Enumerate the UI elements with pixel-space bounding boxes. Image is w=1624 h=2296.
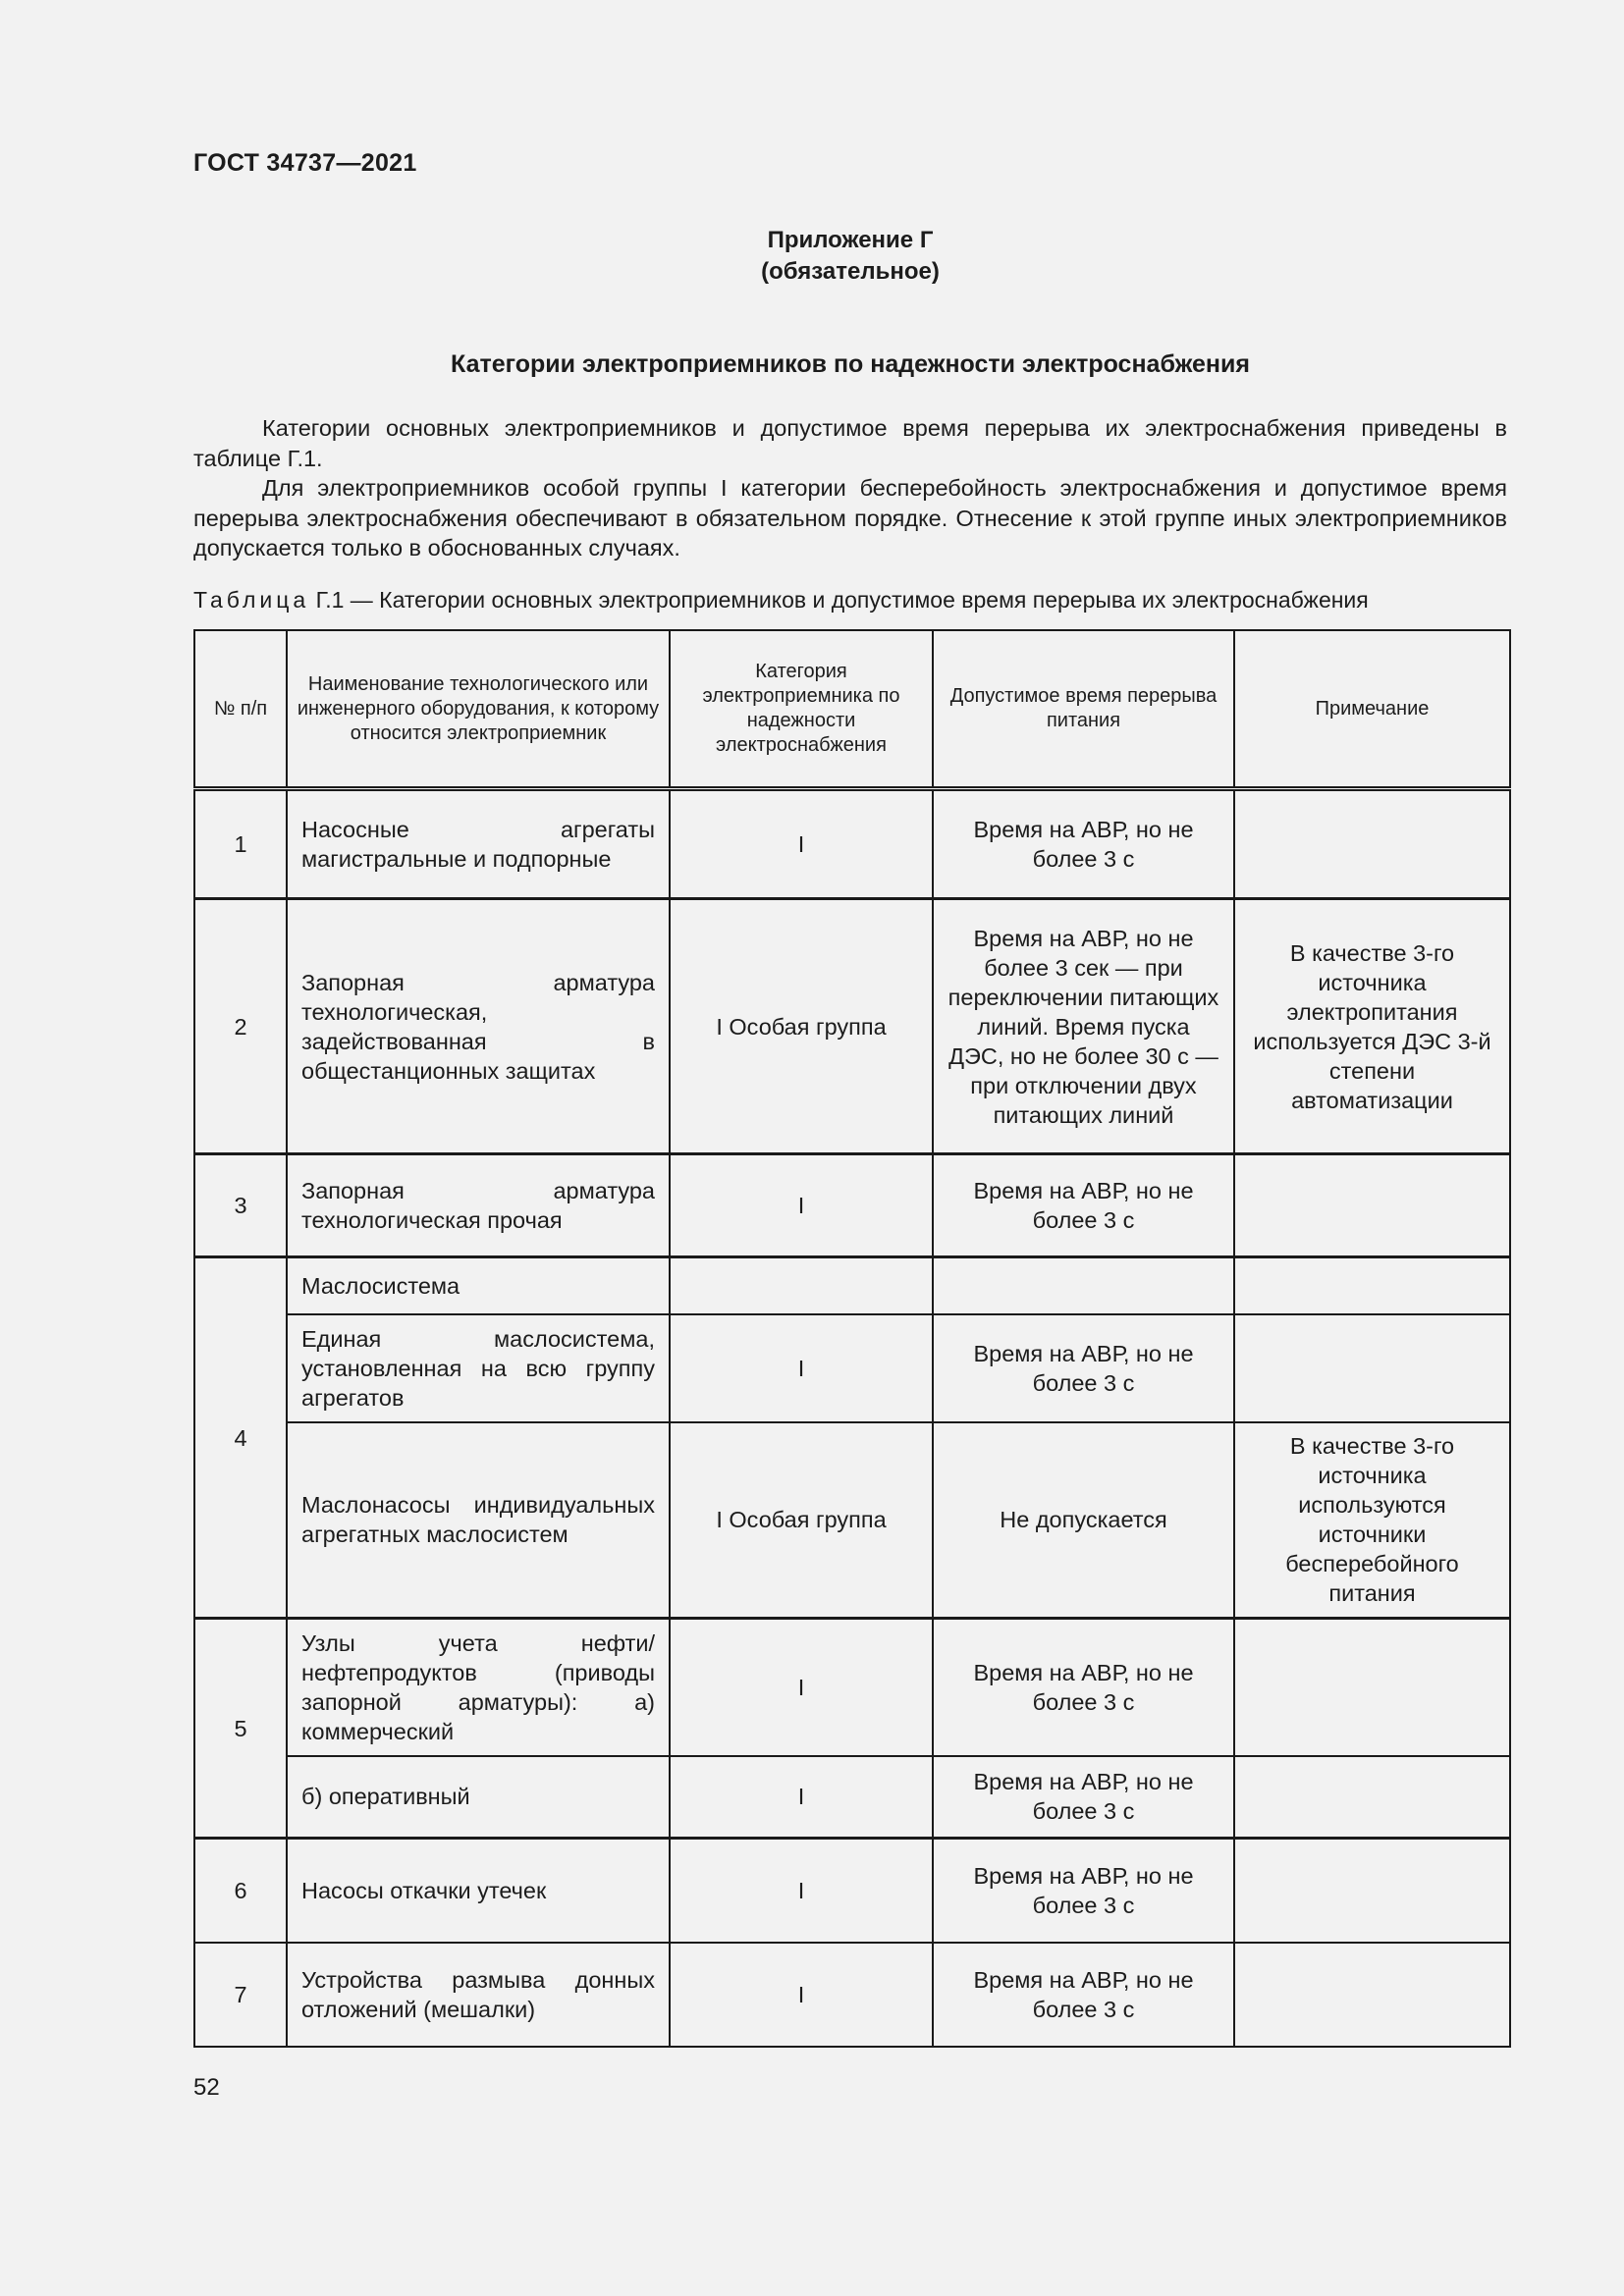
row-equipment: Запорная арматура технологическая прочая (287, 1154, 670, 1257)
intro-text (193, 413, 1507, 563)
row-interruption-time: Не допускается (933, 1422, 1234, 1619)
row-equipment: Насосные агрегаты магистральные и подпорные (287, 789, 670, 899)
row-note (1234, 1943, 1510, 2047)
table-header-row (194, 630, 1510, 789)
row-interruption-time: Время на АВР, но не более 3 с (933, 1314, 1234, 1422)
row-number: 1 (194, 789, 287, 899)
row-category: I (670, 1314, 933, 1422)
row-number: 5 (194, 1619, 287, 1839)
table-row (194, 1154, 1510, 1257)
row-note: В качестве 3-го источника используются источники бесперебойного питания (1234, 1422, 1510, 1619)
table-row (194, 1314, 1510, 1422)
row-interruption-time: Время на АВР, но не более 3 с (933, 1839, 1234, 1943)
row-equipment: Единая маслосистема, установленная на всю группу агрегатов (287, 1314, 670, 1422)
row-number: 7 (194, 1943, 287, 2047)
row-interruption-time: Время на АВР, но не более 3 с (933, 789, 1234, 899)
row-category: I (670, 1154, 933, 1257)
row-category: I (670, 1839, 933, 1943)
row-note (1234, 1756, 1510, 1839)
row-number: 4 (194, 1257, 287, 1619)
row-category: I (670, 1619, 933, 1756)
section-title: Категории электроприемников по надежности электроснабжения (451, 350, 1250, 378)
row-note: В качестве 3-го источника электропитания используется ДЭС 3-й степени автоматизации (1234, 899, 1510, 1154)
table-row (194, 1619, 1510, 1756)
row-number: 3 (194, 1154, 287, 1257)
row-note (1234, 789, 1510, 899)
document-code: ГОСТ 34737—2021 (193, 149, 417, 177)
row-equipment: Маслосистема (287, 1257, 670, 1314)
table-caption (193, 587, 1509, 614)
row-equipment: Устройства размыва донных отложений (мешалки) (287, 1943, 670, 2047)
table-row (194, 789, 1510, 899)
row-equipment: Запорная арматура технологическая, задействованная в общестанционных защитах (287, 899, 670, 1154)
row-category: I Особая группа (670, 899, 933, 1154)
column-header-interruption-time: Допустимое время перерыва питания (933, 630, 1234, 789)
row-interruption-time: Время на АВР, но не более 3 с (933, 1756, 1234, 1839)
column-header-category: Категория электроприемника по надежности электроснабжения (670, 630, 933, 789)
page-number: 52 (193, 2074, 220, 2101)
row-category: I (670, 1756, 933, 1839)
row-category (670, 1257, 933, 1314)
table-caption-text: Г.1 — Категории основных электроприемников и допустимое время перерыва их электроснабжения (309, 587, 1369, 613)
row-equipment: Насосы откачки утечек (287, 1839, 670, 1943)
annex-subtitle: (обязательное) (761, 258, 940, 285)
row-note (1234, 1154, 1510, 1257)
row-interruption-time: Время на АВР, но не более 3 сек — при переключении питающих линий. Время пуска ДЭС, но не более 30 с — при отключении двух питающих линий (933, 899, 1234, 1154)
row-category: I Особая группа (670, 1422, 933, 1619)
row-number: 6 (194, 1839, 287, 1943)
row-note (1234, 1257, 1510, 1314)
row-note (1234, 1314, 1510, 1422)
row-equipment: б) оперативный (287, 1756, 670, 1839)
intro-paragraph: Для электроприемников особой группы I категории бесперебойность электроснабжения и допустимое время перерыва электроснабжения обеспечивают в обязательном порядке. Отнесение к этой группе иных электроприемников допускается только в обоснованных случаях. (193, 475, 1507, 561)
annex-title: Приложение Г (767, 227, 934, 253)
row-note (1234, 1839, 1510, 1943)
table-row (194, 1422, 1510, 1619)
row-equipment: Маслонасосы индивидуальных агрегатных маслосистем (287, 1422, 670, 1619)
categories-table (193, 629, 1511, 2048)
table-row (194, 1839, 1510, 1943)
row-interruption-time: Время на АВР, но не более 3 с (933, 1943, 1234, 2047)
table-row (194, 1943, 1510, 2047)
row-note (1234, 1619, 1510, 1756)
table-caption-label: Таблица (193, 587, 310, 613)
row-interruption-time (933, 1257, 1234, 1314)
intro-paragraph: Категории основных электроприемников и допустимое время перерыва их электроснабжения приведены в таблице Г.1. (193, 415, 1507, 471)
row-interruption-time: Время на АВР, но не более 3 с (933, 1619, 1234, 1756)
column-header-note: Примечание (1234, 630, 1510, 789)
row-equipment: Узлы учета нефти/нефтепродуктов (приводы запорной арматуры): а) коммерческий (287, 1619, 670, 1756)
table-row (194, 1257, 1510, 1314)
column-header-number: № п/п (194, 630, 287, 789)
annex-heading (193, 225, 1507, 288)
row-category: I (670, 1943, 933, 2047)
table-row (194, 1756, 1510, 1839)
row-number: 2 (194, 899, 287, 1154)
row-category: I (670, 789, 933, 899)
column-header-equipment: Наименование технологического или инженерного оборудования, к которому относится электроприемник (287, 630, 670, 789)
row-interruption-time: Время на АВР, но не более 3 с (933, 1154, 1234, 1257)
table-row (194, 899, 1510, 1154)
